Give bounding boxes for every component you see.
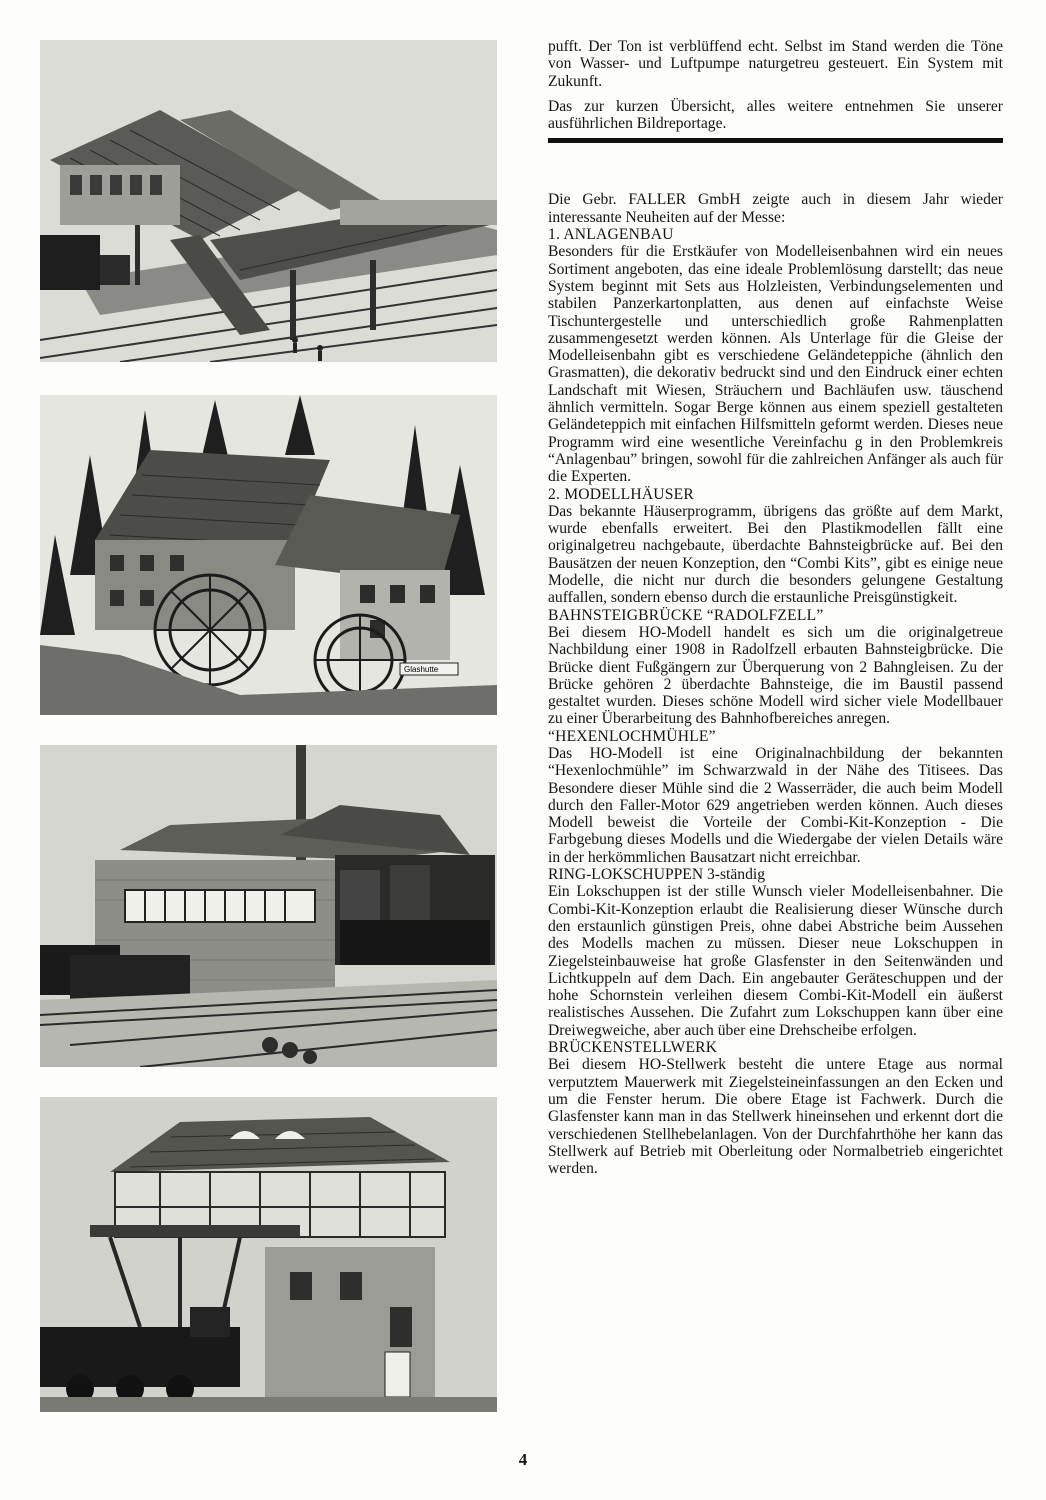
text-hexenlochmuehle: Das HO-Modell ist eine Originalnachbildung der bekannten “Hexenlochmühle” im Schwarzwald in der Nähe des Titisees. Das Besondere dieser Mühle sind die 2 Wasserräder, die auch beim Modell durch den Faller-Motor 629 angetrieben werden können. Auch dieses Modell beweist die Vorteile der Combi-Kit-Konzeption - Die Farbgebung dieses Modells und die Wiedergabe der vielen Details wäre in der herkömmlichen Bausatzart nicht erreichbar. xyxy=(548,744,1003,866)
text-brueckenstellwerk: Bei diesem HO-Stellwerk besteht die untere Etage aus normal verputztem Mauerwerk mit Ziegelsteineinfassungen an den Ecken und um die Fenster herum. Die obere Etage ist Fachwerk. Durch die Glasfenster kann man in das Stellwerk hineinsehen und erkennt dort die verschiedenen Stellhebelanlagen. Von der Durchfahrthöhe her kann das Stellwerk auf Betrieb mit Oberleitung oder Normalbetrieb eingerichtet werden. xyxy=(548,1056,1003,1178)
page-number: 4 xyxy=(518,1450,528,1469)
text-bahnsteigbruecke: Bei diesem HO-Modell handelt es sich um die originalgetreue Nachbildung einer 1908 in Radolfzell erbauten Bahnsteigbrücke. Die Brücke dient Fußgängern zur Überquerung von 2 Bahngleisen. Zu der Brücke gehören 2 überdachte Bahnsteige, die im Baustil passend gestaltet wurden. Dieses schöne Modell wird sicher viele Modellbauer zu einer Überarbeitung des Bahnhofbereiches anregen. xyxy=(548,623,1003,728)
heading-hexenlochmuehle: “HEXENLOCHMÜHLE” xyxy=(548,727,716,745)
text-column xyxy=(548,38,1003,1177)
text-anlagenbau: Besonders für die Erstkäufer von Modelleisenbahnen wird ein neues Sortiment angeboten, das eine ideale Problemlösung darstellt; das neue System beginnt mit Sets aus Holzleisten, Verbindungselementen und stabilen Panzerkartonplatten, aus denen auf einfachste Weise Tischuntergestelle und unterschiedlich große Rahmenplatten zusammengesetzt werden können. Als Unterlage für die Gleise der Modelleisenbahn gibt es verschiedene Geländeteppiche (ähnlich den Grasmatten), die dekorativ bedruckt sind und den Eindruck einer echten Landschaft mit Wiesen, Sträuchern und Bachläufen usw. täuschend ähnlich vermitteln. Sogar Berge können aus einem speziell gestalteten Geländeteppich mit einfachen Hilfsmitteln geformt werden. Dieses neue Programm wird eine wesentliche Vereinfachu g in den Problemkreis “Anlagenbau” bringen, sowohl für die zahlreichen Anfänger als auch für die Experten. xyxy=(548,243,1003,486)
photo-bahnsteigbruecke xyxy=(40,40,497,362)
section-divider xyxy=(548,138,1003,143)
text-modellhaeuser: Das bekannte Häuserprogramm, übrigens das größte auf dem Markt, wurde ebenfalls erweitert. Bei den Plastikmodellen fällt eine originalgetreu nachgebaute, überdachte Bahnsteigbrücke auf. Bei den Bausätzen der neuen Konzeption, den “Combi Kits”, gibt es einige neue Modelle, die nicht nur durch die besonders gelungene Gestaltung auffallen, sondern ebenso durch die erstaunliche Preisgünstigkeit. xyxy=(548,502,1003,607)
mill-sign-label: Glashutte xyxy=(404,665,439,674)
heading-bahnsteigbruecke: BAHNSTEIGBRÜCKE “RADOLFZELL” xyxy=(548,606,824,624)
text-ring-lokschuppen: Ein Lokschuppen ist der stille Wunsch vieler Modelleisenbahner. Die Combi-Kit-Konzeption erlaubt die Realisierung dieser Wünsche durch den erstaunlich günstigen Preis, ohne dabei Abstriche beim Aussehen des Modells machen zu müssen. Dieser neue Lokschuppen in Ziegelsteinbauweise hat große Glasfenster in den Seitenwänden und Lichtkuppeln auf dem Dach. Ein angebauter Geräteschuppen und der hohe Schornstein verleihen diesem Combi-Kit-Modell ein äußerst realistisches Aussehen. Die Zufahrt zum Lokschuppen kann über eine Dreiwegweiche, aber auch über eine Drehscheibe erfolgen. xyxy=(548,883,1003,1039)
intro-paragraph-2: Das zur kurzen Übersicht, alles weitere entnehmen Sie unserer ausführlichen Bildreportage. xyxy=(548,97,1003,133)
heading-anlagenbau: 1. ANLAGENBAU xyxy=(548,226,674,244)
heading-ring-lokschuppen: RING-LOKSCHUPPEN 3-ständig xyxy=(548,866,766,884)
faller-lead: Die Gebr. FALLER GmbH zeigte auch in diesem Jahr wieder interessante Neuheiten auf der Messe: xyxy=(548,191,1003,226)
photo-hexenlochmuehle xyxy=(40,395,497,715)
heading-modellhaeuser: 2. MODELLHÄUSER xyxy=(548,485,694,503)
photo-brueckenstellwerk xyxy=(40,1097,497,1412)
intro-paragraph-1: pufft. Der Ton ist verblüffend echt. Selbst im Stand werden die Töne von Wasser- und Luftpumpe naturgetreu gesteuert. Ein System mit Zukunft. xyxy=(548,38,1003,90)
heading-brueckenstellwerk: BRÜCKENSTELLWERK xyxy=(548,1039,718,1057)
photo-ring-lokschuppen xyxy=(40,745,497,1067)
